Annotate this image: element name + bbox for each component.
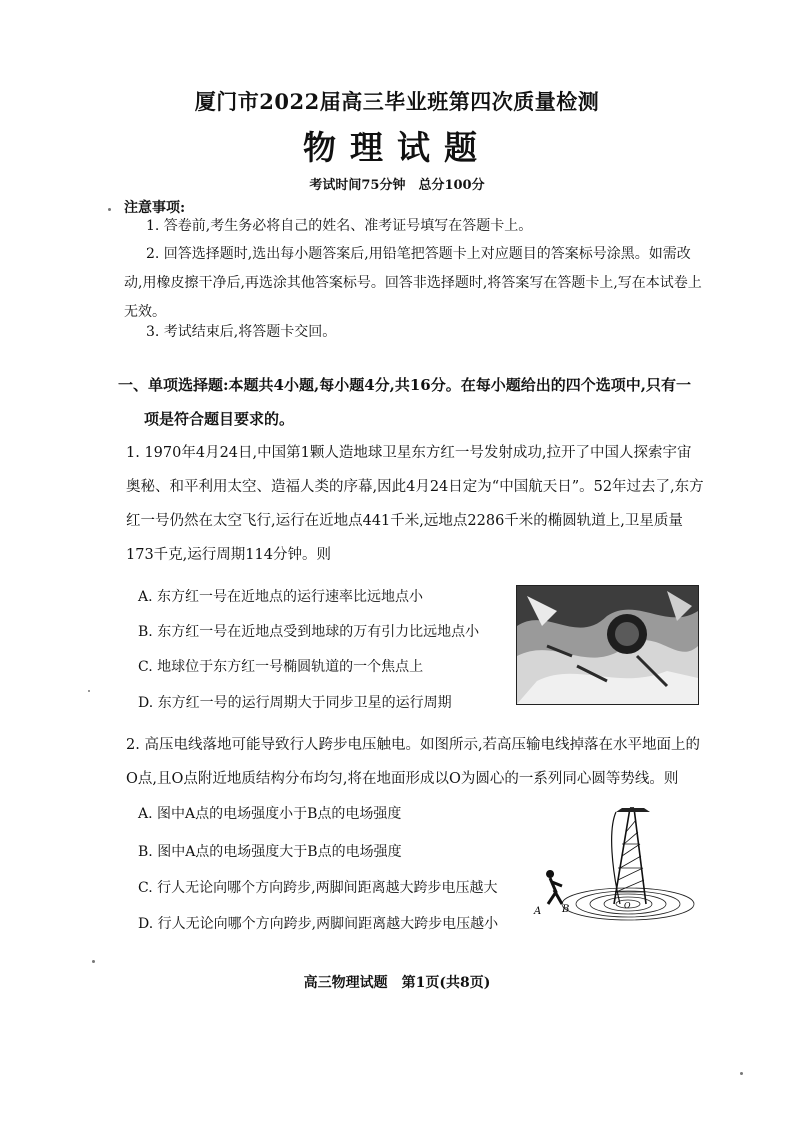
question-1-option-a: A. 东方红一号在近地点的运行速率比远地点小	[138, 589, 424, 605]
notice-item-1: 1. 答卷前,考生务必将自己的姓名、准考证号填写在答题卡上。	[146, 218, 533, 234]
question-2-option-b: B. 图中A点的电场强度大于B点的电场强度	[138, 844, 402, 860]
question-2-option-a: A. 图中A点的电场强度小于B点的电场强度	[138, 806, 402, 822]
exam-info: 考试时间75分钟 总分100分	[309, 178, 485, 193]
section-heading-line2: 项是符合题目要求的。	[144, 410, 295, 428]
question-1-option-c: C. 地球位于东方红一号椭圆轨道的一个焦点上	[138, 659, 424, 675]
point-a-label: A	[534, 906, 542, 917]
notice-item-2: 2. 回答选择题时,选出每小题答案后,用铅笔把答题卡上对应题目的答案标号涂黑。如需改动,用橡皮擦干净后,再选涂其他答案标号。回答非选择题时,将答案写在答题卡上,写在本试卷上无效。	[124, 246, 702, 320]
scan-speck	[92, 960, 95, 963]
power-line-diagram	[528, 800, 698, 924]
page-footer: 高三物理试题 第1页(共8页)	[303, 975, 491, 991]
scan-speck	[88, 690, 90, 692]
point-o-label: O	[624, 901, 631, 910]
question-2-option-d: D. 行人无论向哪个方向跨步,两脚间距离越大跨步电压越小	[138, 916, 499, 932]
point-b-label: B	[562, 904, 570, 915]
exam-title: 厦门市2022届高三毕业班第四次质量检测	[194, 89, 600, 114]
notice-item-3: 3. 考试结束后,将答题卡交回。	[146, 324, 337, 340]
satellite-photo-image	[517, 586, 698, 704]
section-heading	[118, 368, 708, 436]
scan-speck	[108, 208, 111, 211]
scan-speck	[740, 1072, 743, 1075]
satellite-photo	[516, 585, 699, 705]
question-1-option-d: D. 东方红一号的运行周期大于同步卫星的运行周期	[138, 695, 452, 711]
question-2-option-c: C. 行人无论向哪个方向跨步,两脚间距离越大跨步电压越大	[138, 880, 498, 896]
section-heading-line1: 一、单项选择题:本题共4小题,每小题4分,共16分。在每小题给出的四个选项中,只有一	[118, 376, 691, 394]
notice-heading: 注意事项:	[124, 200, 186, 216]
power-line-figure	[528, 800, 698, 924]
question-1-option-b: B. 东方红一号在近地点受到地球的万有引力比远地点小	[138, 624, 480, 640]
question-2-stem: 2. 高压电线落地可能导致行人跨步电压触电。如图所示,若高压输电线掉落在水平地面上的O点,且O点附近地质结构分布均匀,将在地面形成以O为圆心的一系列同心圆等势线。则	[126, 737, 701, 787]
subject-title: 物理试题	[303, 128, 491, 167]
question-1-stem: 1. 1970年4月24日,中国第1颗人造地球卫星东方红一号发射成功,拉开了中国人探索宇宙奥秘、和平利用太空、造福人类的序幕,因此4月24日定为“中国航天日”。52年过去了,东方红一号仍然在太空飞行,运行在近地点441千米,远地点2286千米的椭圆轨道上,卫星质量173千克,运行周期114分钟。则	[126, 445, 704, 563]
